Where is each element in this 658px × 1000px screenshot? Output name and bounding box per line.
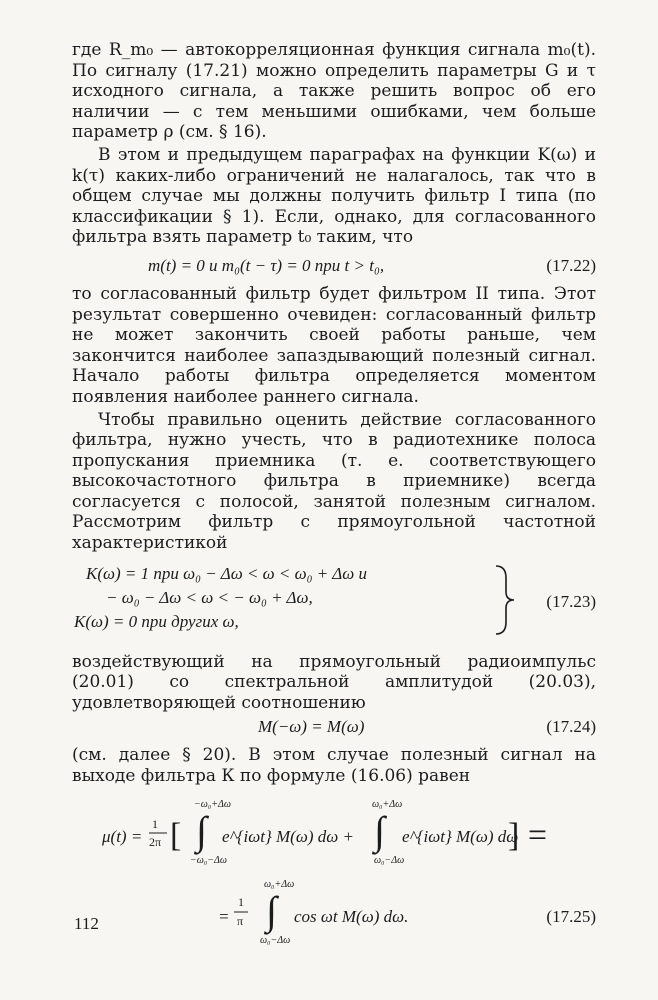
equation-17-24-number: (17.24) [546,717,596,737]
equation-17-24-expr: M(−ω) = M(ω) [258,717,365,737]
eq25-bracket-open: [ [170,816,182,854]
integral-icon: ∫ [374,807,385,853]
eq25-int1-upper: −ω₀+Δω [194,798,231,810]
eq25-int1-lower: −ω₀−Δω [190,854,227,866]
eq25-int3-body: cos ωt M(ω) dω. [294,906,409,926]
right-brace-icon [492,564,518,636]
eq25-int2-lower: ω₀−Δω [374,854,405,866]
page-body [72,40,596,945]
eq25-frac2-den: π [237,913,244,928]
equation-17-22 [72,254,596,278]
eq25-frac2-bar [234,911,248,913]
equation-17-25 [72,795,596,945]
integral-icon: ∫ [196,807,207,853]
eq25-bracket-close: ] = [508,816,547,854]
equation-17-22-number: (17.22) [546,255,596,275]
eq25-frac1-den: 2π [149,834,162,849]
paragraph-2: В этом и предыдущем параграфах на функции K(ω) и k(τ) каких-либо ограничений не налагалось, так что в общем случае мы должны получить фильтр I типа (по классификации § 1). Если, однако, для согласованного фильтра взять параметр t₀ таким, что [72,144,596,248]
eq25-int2-body: e^{iωt} M(ω) dω [402,826,519,846]
equation-17-23-number: (17.23) [546,591,596,611]
eq25-int1-body: e^{iωt} M(ω) dω + [222,826,354,846]
equation-17-23 [72,564,596,646]
paragraph-1: где R_m₀ — автокорреляционная функция сигнала m₀(t). По сигналу (17.21) можно определить параметры G и τ исходного сигнала, а также решить вопрос об его наличии — с тем меньшими ошибками, чем больше параметр ρ (см. § 16). [72,40,596,143]
paragraph-4: Чтобы правильно оценить действие согласованного фильтра, нужно учесть, что в радиотехнике полоса пропускания приемника (т. е. соответствующего высокочастотного фильтра в приемнике) всегда согласуется с полосой, занятой полезным сигналом. Рассмотрим фильтр с прямоугольной частотной характеристикой [72,409,596,554]
eq25-int3-upper: ω₀+Δω [264,878,295,890]
paragraph-6: (см. далее § 20). В этом случае полезный сигнал на выходе фильтра К по формуле (16.06) равен [72,745,596,787]
eq25-lhs: μ(t) = [102,826,143,846]
equation-17-22-expr: m(t) = 0 и m₀(t − τ) = 0 при t > t₀, [148,255,385,275]
equation-17-25-number: (17.25) [546,906,596,926]
equation-17-23-line-2: − ω₀ − Δω < ω < − ω₀ + Δω, [106,587,313,607]
eq25-int2-upper: ω₀+Δω [372,798,403,810]
equation-17-23-line-1: K(ω) = 1 при ω₀ − Δω < ω < ω₀ + Δω и [86,563,367,583]
paragraph-3: то согласованный фильтр будет фильтром II типа. Этот результат совершенно очевиден: согласованный фильтр не может закончить своей работы раньше, чем закончится наиболее запаздывающий полезный сигнал. Начало работы фильтра определяется моментом появления наиболее раннего сигнала. [72,283,596,407]
integral-icon: ∫ [266,887,277,933]
eq25-frac1-num: 1 [152,816,158,831]
eq25-int3-lower: ω₀−Δω [260,934,291,946]
eq25-frac1-bar [149,832,167,834]
paragraph-5: воздействующий на прямоугольный радиоимпульс (20.01) со спектральной амплитудой (20.03), удовлетворяющей соотношению [72,651,596,713]
eq25-frac2-num: 1 [238,894,244,909]
page-number: 112 [74,914,99,933]
equation-17-24 [72,715,596,739]
eq25-line2-lhs: = [218,906,230,926]
equation-17-23-line-3: K(ω) = 0 при других ω, [74,611,239,631]
